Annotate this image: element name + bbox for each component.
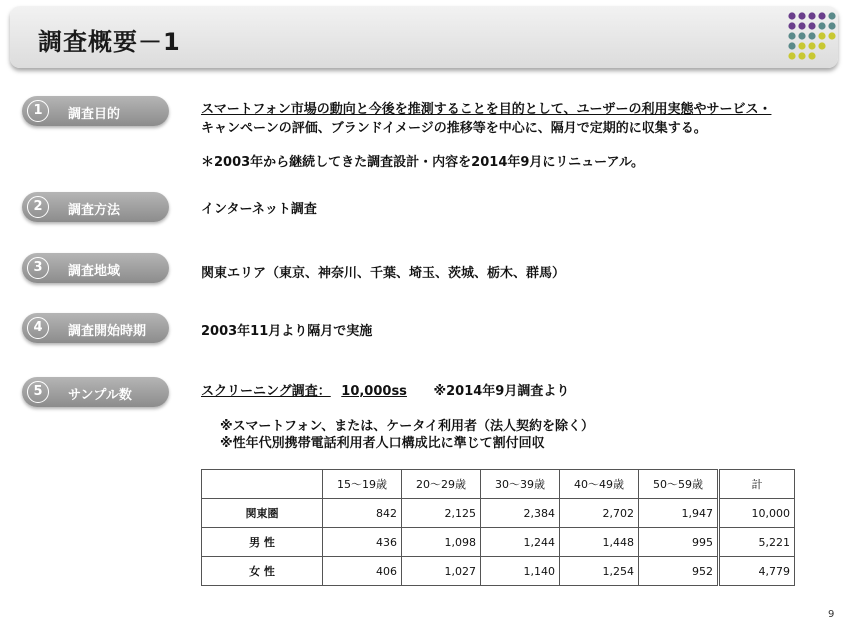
decorative-dot [808,12,815,19]
table-header-cell: 計 [719,470,795,499]
decorative-dot [788,52,795,59]
screening-from: ※2014年9月調査より [433,384,570,399]
section-pill-start [22,313,169,343]
decorative-dot [798,42,805,49]
section-label: 調査開始時期 [68,324,147,339]
region-text: 関東エリア（東京、神奈川、千葉、埼玉、茨城、栃木、群馬） [201,266,566,281]
table-cell: 5,221 [719,528,795,557]
decorative-dot [788,22,795,29]
decorative-dot [818,32,825,39]
decorative-dot [808,52,815,59]
table-cell: 1,098 [402,528,481,557]
section-number: 4 [27,317,49,339]
table-cell: 2,384 [481,499,560,528]
table-corner-cell [202,470,323,499]
table-cell: 10,000 [719,499,795,528]
decorative-dot-grid [787,11,837,61]
section-label: サンプル数 [68,388,132,403]
decorative-dot [798,32,805,39]
table-row [202,528,795,557]
screening-label: スクリーニング調査： [201,384,331,399]
section-pill-sample [22,377,169,407]
table-header-row [202,470,795,499]
section-number: 2 [27,196,49,218]
method-text: インターネット調査 [201,202,317,217]
decorative-dot [808,42,815,49]
table-cell: 952 [639,557,719,586]
table-cell: 406 [323,557,402,586]
table-cell: 2,702 [560,499,639,528]
section-number: 3 [27,257,49,279]
decorative-dot [818,22,825,29]
sample-table [201,469,795,586]
decorative-dot [788,12,795,19]
section-number: 5 [27,381,49,403]
table-cell: 1,027 [402,557,481,586]
decorative-dot [788,32,795,39]
table-cell: 436 [323,528,402,557]
table-header-cell: 50～59歳 [639,470,719,499]
decorative-dot [808,32,815,39]
page-title: 調査概要－1 [38,28,181,56]
section-number: 1 [27,100,49,122]
table-row-label: 男 性 [202,528,323,557]
table-cell: 1,244 [481,528,560,557]
decorative-dot [788,42,795,49]
section-pill-purpose [22,96,169,126]
table-cell: 995 [639,528,719,557]
purpose-note: ＊2003年から継続してきた調査設計・内容を2014年9月にリニューアル。 [201,155,644,170]
decorative-dot [828,12,835,19]
purpose-line-1: スマートフォン市場の動向と今後を推測することを目的として、ユーザーの利用実態やサービス・ [201,102,772,117]
table-cell: 2,125 [402,499,481,528]
section-pill-region [22,253,169,283]
table-row [202,557,795,586]
decorative-dot [818,42,825,49]
sample-line [201,380,569,399]
decorative-dot [828,22,835,29]
table-row [202,499,795,528]
decorative-dot [798,12,805,19]
section-label: 調査方法 [68,203,121,218]
table-cell: 842 [323,499,402,528]
decorative-dot [818,12,825,19]
section-pill-method [22,192,169,222]
decorative-dot [798,52,805,59]
table-cell: 4,779 [719,557,795,586]
decorative-dot [798,22,805,29]
purpose-line-2: キャンペーンの評価、ブランドイメージの推移等を中心に、隔月で定期的に収集する。 [201,121,707,136]
decorative-dot [828,32,835,39]
section-label: 調査地域 [68,264,121,279]
table-row-label: 関東圏 [202,499,323,528]
decorative-dot [808,22,815,29]
table-row-label: 女 性 [202,557,323,586]
table-cell: 1,140 [481,557,560,586]
table-cell: 1,947 [639,499,719,528]
sample-note-1: ※スマートフォン、または、ケータイ利用者（法人契約を除く） [220,419,595,434]
table-header-cell: 30～39歳 [481,470,560,499]
section-label: 調査目的 [68,107,121,122]
table-header-cell: 20～29歳 [402,470,481,499]
table-header-cell: 15～19歳 [323,470,402,499]
screening-value: 10,000ss [341,384,407,399]
sample-note-2: ※性年代別携帯電話利用者人口構成比に準じて割付回収 [220,436,545,451]
title-bar [10,6,838,68]
table-cell: 1,448 [560,528,639,557]
table-cell: 1,254 [560,557,639,586]
page-number: 9 [828,609,835,620]
start-text: 2003年11月より隔月で実施 [201,324,373,339]
table-header-cell: 40～49歳 [560,470,639,499]
